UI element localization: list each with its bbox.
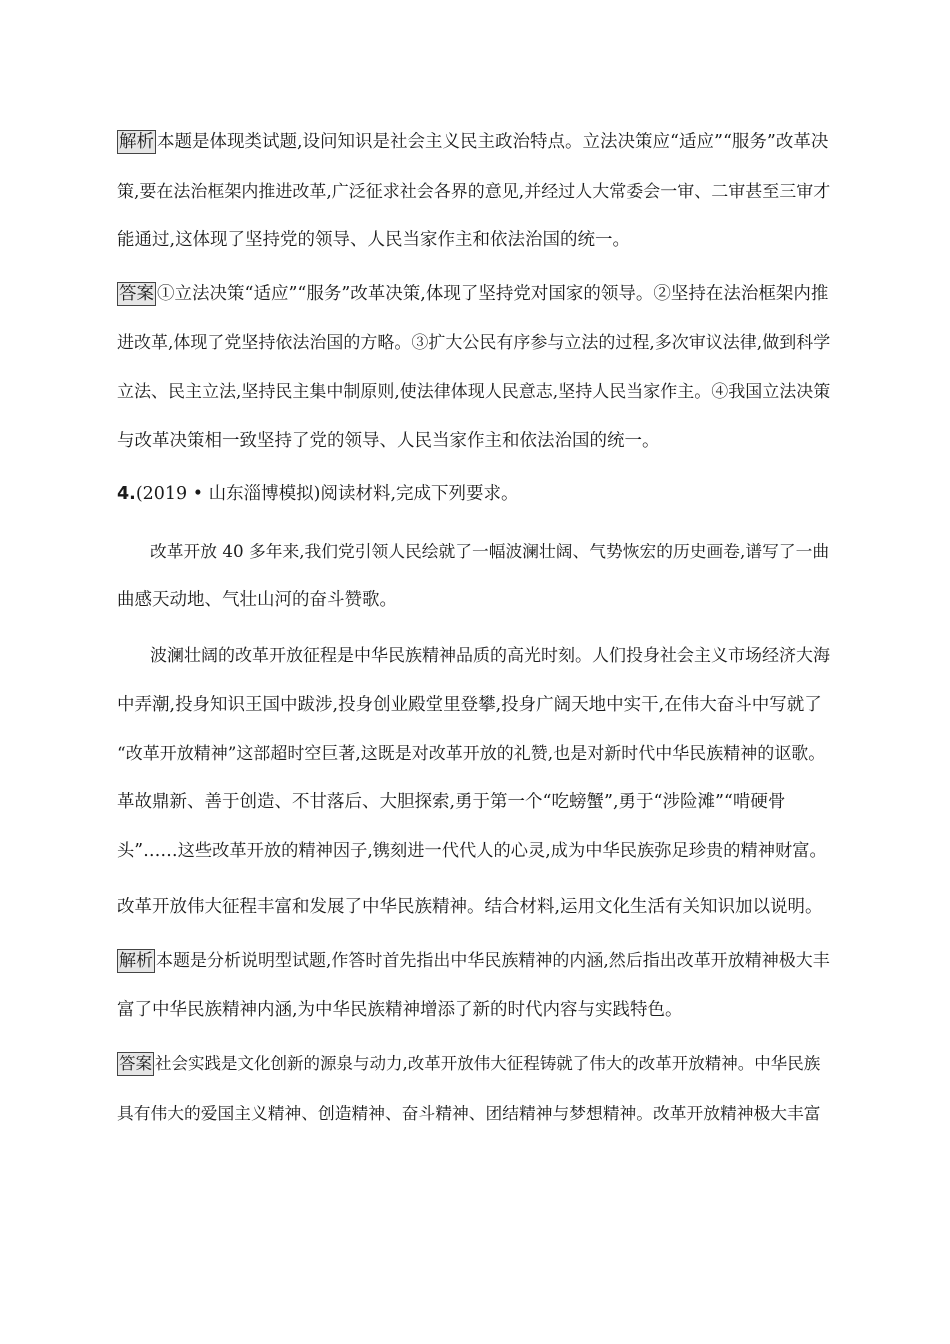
analysis-block-1-line-3: 能通过,这体现了坚持党的领导、人民当家作主和依法治国的统一。 bbox=[117, 230, 631, 250]
material-para-2-line-1: 波澜壮阔的改革开放征程是中华民族精神品质的高光时刻。人们投身社会主义市场经济大海 bbox=[150, 646, 830, 666]
text-span: (2019 • 山东淄博模拟)阅读材料,完成下列要求。 bbox=[135, 484, 519, 504]
text-span: 本题是分析说明型试题,作答时首先指出中华民族精神的内涵,然后指出改革开放精神极大丰 bbox=[156, 951, 830, 971]
answer-block-1-line-4: 与改革决策相一致坚持了党的领导、人民当家作主和依法治国的统一。 bbox=[117, 431, 660, 451]
question-number: 4. bbox=[117, 484, 136, 504]
analysis-tag: 解析 bbox=[119, 132, 154, 152]
answer-tag: 答案 bbox=[119, 284, 154, 304]
material-para-2-line-4: 革故鼎新、善于创造、不甘落后、大胆探索,勇于第一个“吃螃蟹”,勇于“涉险滩”“啃硬骨 bbox=[117, 792, 786, 812]
text-span: 社会实践是文化创新的源泉与动力,改革开放伟大征程铸就了伟大的改革开放精神。中华民族 bbox=[155, 1054, 821, 1073]
material-para-1-line-1: 改革开放 40 多年来,我们党引领人民绘就了一幅波澜壮阔、气势恢宏的历史画卷,谱写了一曲 bbox=[150, 541, 830, 561]
answer-block-2-line-1 bbox=[117, 1051, 820, 1077]
question-4-header bbox=[117, 481, 519, 507]
question-prompt: 改革开放伟大征程丰富和发展了中华民族精神。结合材料,运用文化生活有关知识加以说明。 bbox=[117, 897, 823, 917]
material-para-2-line-5: 头”……这些改革开放的精神因子,镌刻进一代代人的心灵,成为中华民族弥足珍贵的精神财富。 bbox=[117, 841, 827, 861]
material-para-1-line-2: 曲感天动地、气壮山河的奋斗赞歌。 bbox=[117, 590, 397, 610]
text-span: 本题是体现类试题,设问知识是社会主义民主政治特点。立法决策应“适应”“服务”改革决 bbox=[157, 132, 829, 152]
analysis-block-2-line-2: 富了中华民族精神内涵,为中华民族精神增添了新的时代内容与实践特色。 bbox=[117, 1000, 683, 1020]
analysis-block-1-line-2: 策,要在法治框架内推进改革,广泛征求社会各界的意见,并经过人大常委会一审、二审甚至三审才 bbox=[117, 182, 831, 202]
material-para-2-line-3: “改革开放精神”这部超时空巨著,这既是对改革开放的礼赞,也是对新时代中华民族精神的讴歌。 bbox=[117, 744, 826, 764]
material-para-2-line-2: 中弄潮,投身知识王国中跋涉,投身创业殿堂里登攀,投身广阔天地中实干,在伟大奋斗中写就了 bbox=[117, 695, 822, 715]
answer-block-1-line-3: 立法、民主立法,坚持民主集中制原则,使法律体现人民意志,坚持人民当家作主。④我国立法决策 bbox=[117, 382, 831, 402]
analysis-tag: 解析 bbox=[119, 951, 153, 971]
answer-block-2-line-2: 具有伟大的爱国主义精神、创造精神、奋斗精神、团结精神与梦想精神。改革开放精神极大丰富 bbox=[117, 1103, 821, 1123]
answer-block-1-line-1 bbox=[117, 281, 828, 307]
text-span: ①立法决策“适应”“服务”改革决策,体现了坚持党对国家的领导。②坚持在法治框架内推 bbox=[157, 284, 829, 304]
answer-tag: 答案 bbox=[117, 1052, 154, 1076]
analysis-block-2-line-1 bbox=[117, 948, 830, 974]
analysis-block-1-line-1 bbox=[117, 129, 828, 155]
answer-block-1-line-2: 进改革,体现了党坚持依法治国的方略。③扩大公民有序参与立法的过程,多次审议法律,做到科学 bbox=[117, 333, 831, 353]
